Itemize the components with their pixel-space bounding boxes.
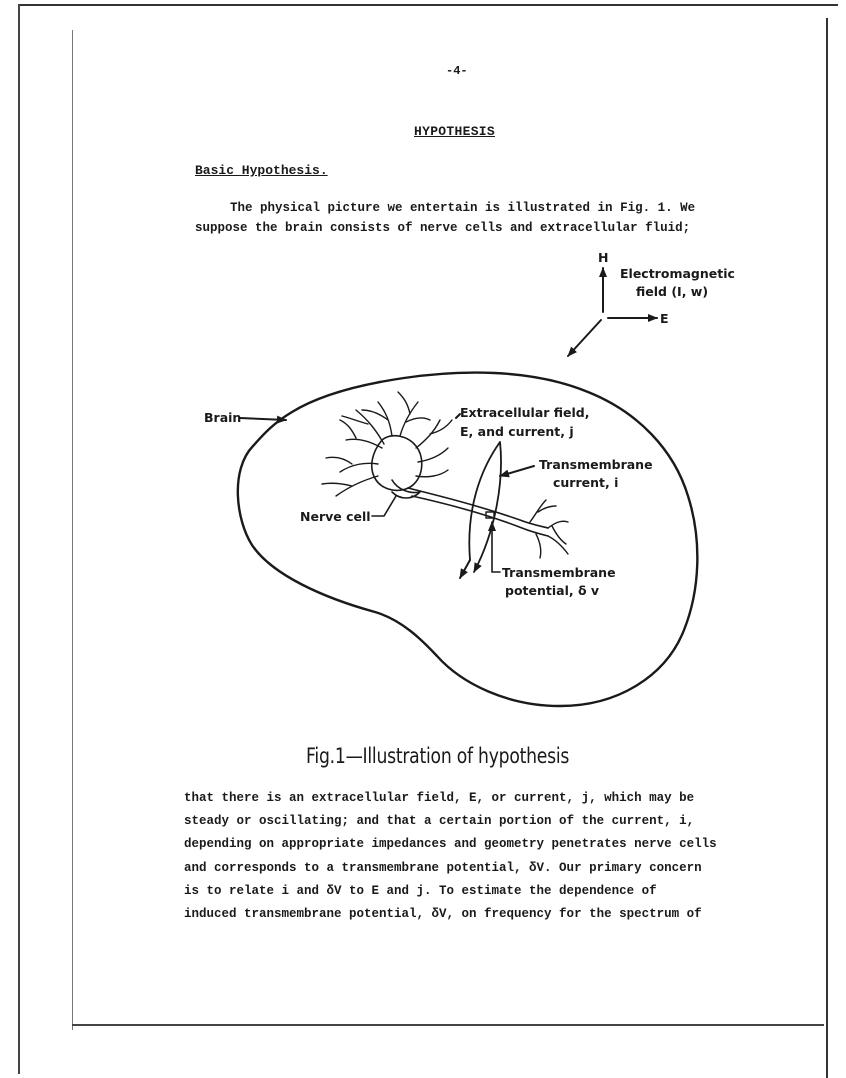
nerve-cell-label: Nerve cell: [300, 509, 371, 524]
page-number: -4-: [446, 64, 468, 78]
body-line-3: depending on appropriate impedances and geometry penetrates nerve cells: [184, 837, 717, 852]
dendrites: [322, 392, 452, 496]
brain-pointer: [240, 418, 286, 420]
transmembrane-potential-label-1: Transmembrane: [502, 565, 616, 580]
h-label: H: [598, 250, 609, 265]
intro-line-1: The physical picture we entertain is illustrated in Fig. 1. We: [230, 201, 696, 215]
body-line-6: induced transmembrane potential, δV, on frequency for the spectrum of: [184, 907, 702, 922]
intro-line-2: suppose the brain consists of nerve cells and extracellular fluid;: [195, 221, 691, 235]
body-line-1: that there is an extracellular field, E, or current, j, which may be: [184, 791, 695, 805]
figure-caption: Fig.1—Illustration of hypothesis: [306, 744, 570, 768]
propagation-arrow: [568, 320, 601, 356]
transmembrane-current-pointer: [500, 466, 534, 476]
body-line-5: is to relate i and δV to E and j. To estimate the dependence of: [184, 883, 657, 898]
transmembrane-potential-pointer: [492, 522, 500, 572]
subsection-title: Basic Hypothesis.: [195, 163, 328, 178]
body-line-2: steady or oscillating; and that a certain portion of the current, i,: [184, 814, 695, 829]
body-line-4: and corresponds to a transmembrane potential, δV. Our primary concern: [184, 860, 702, 875]
em-field-label-1: Electromagnetic: [620, 266, 735, 281]
brain-outline: [238, 373, 698, 706]
transmembrane-current-label-2: current, i: [553, 475, 619, 490]
brain-label: Brain: [204, 410, 242, 425]
extracellular-label-2: E, and current, j: [460, 424, 574, 439]
em-field-label-2: field (I, w): [636, 284, 709, 299]
extracellular-label-1: Extracellular field,: [460, 405, 590, 420]
axon: [408, 488, 548, 536]
transmembrane-current-label-1: Transmembrane: [539, 457, 653, 472]
body-paragraph: [184, 787, 744, 926]
nerve-cell-pointer: [372, 496, 396, 516]
nerve-cell-body: [372, 436, 422, 491]
e-label: E: [660, 311, 669, 326]
current-arrowhead: [460, 560, 470, 578]
axon-terminals: [530, 500, 568, 558]
section-title: HYPOTHESIS: [414, 124, 496, 139]
extracellular-current-loop: [469, 442, 501, 572]
transmembrane-potential-label-2: potential, δ v: [505, 583, 600, 598]
